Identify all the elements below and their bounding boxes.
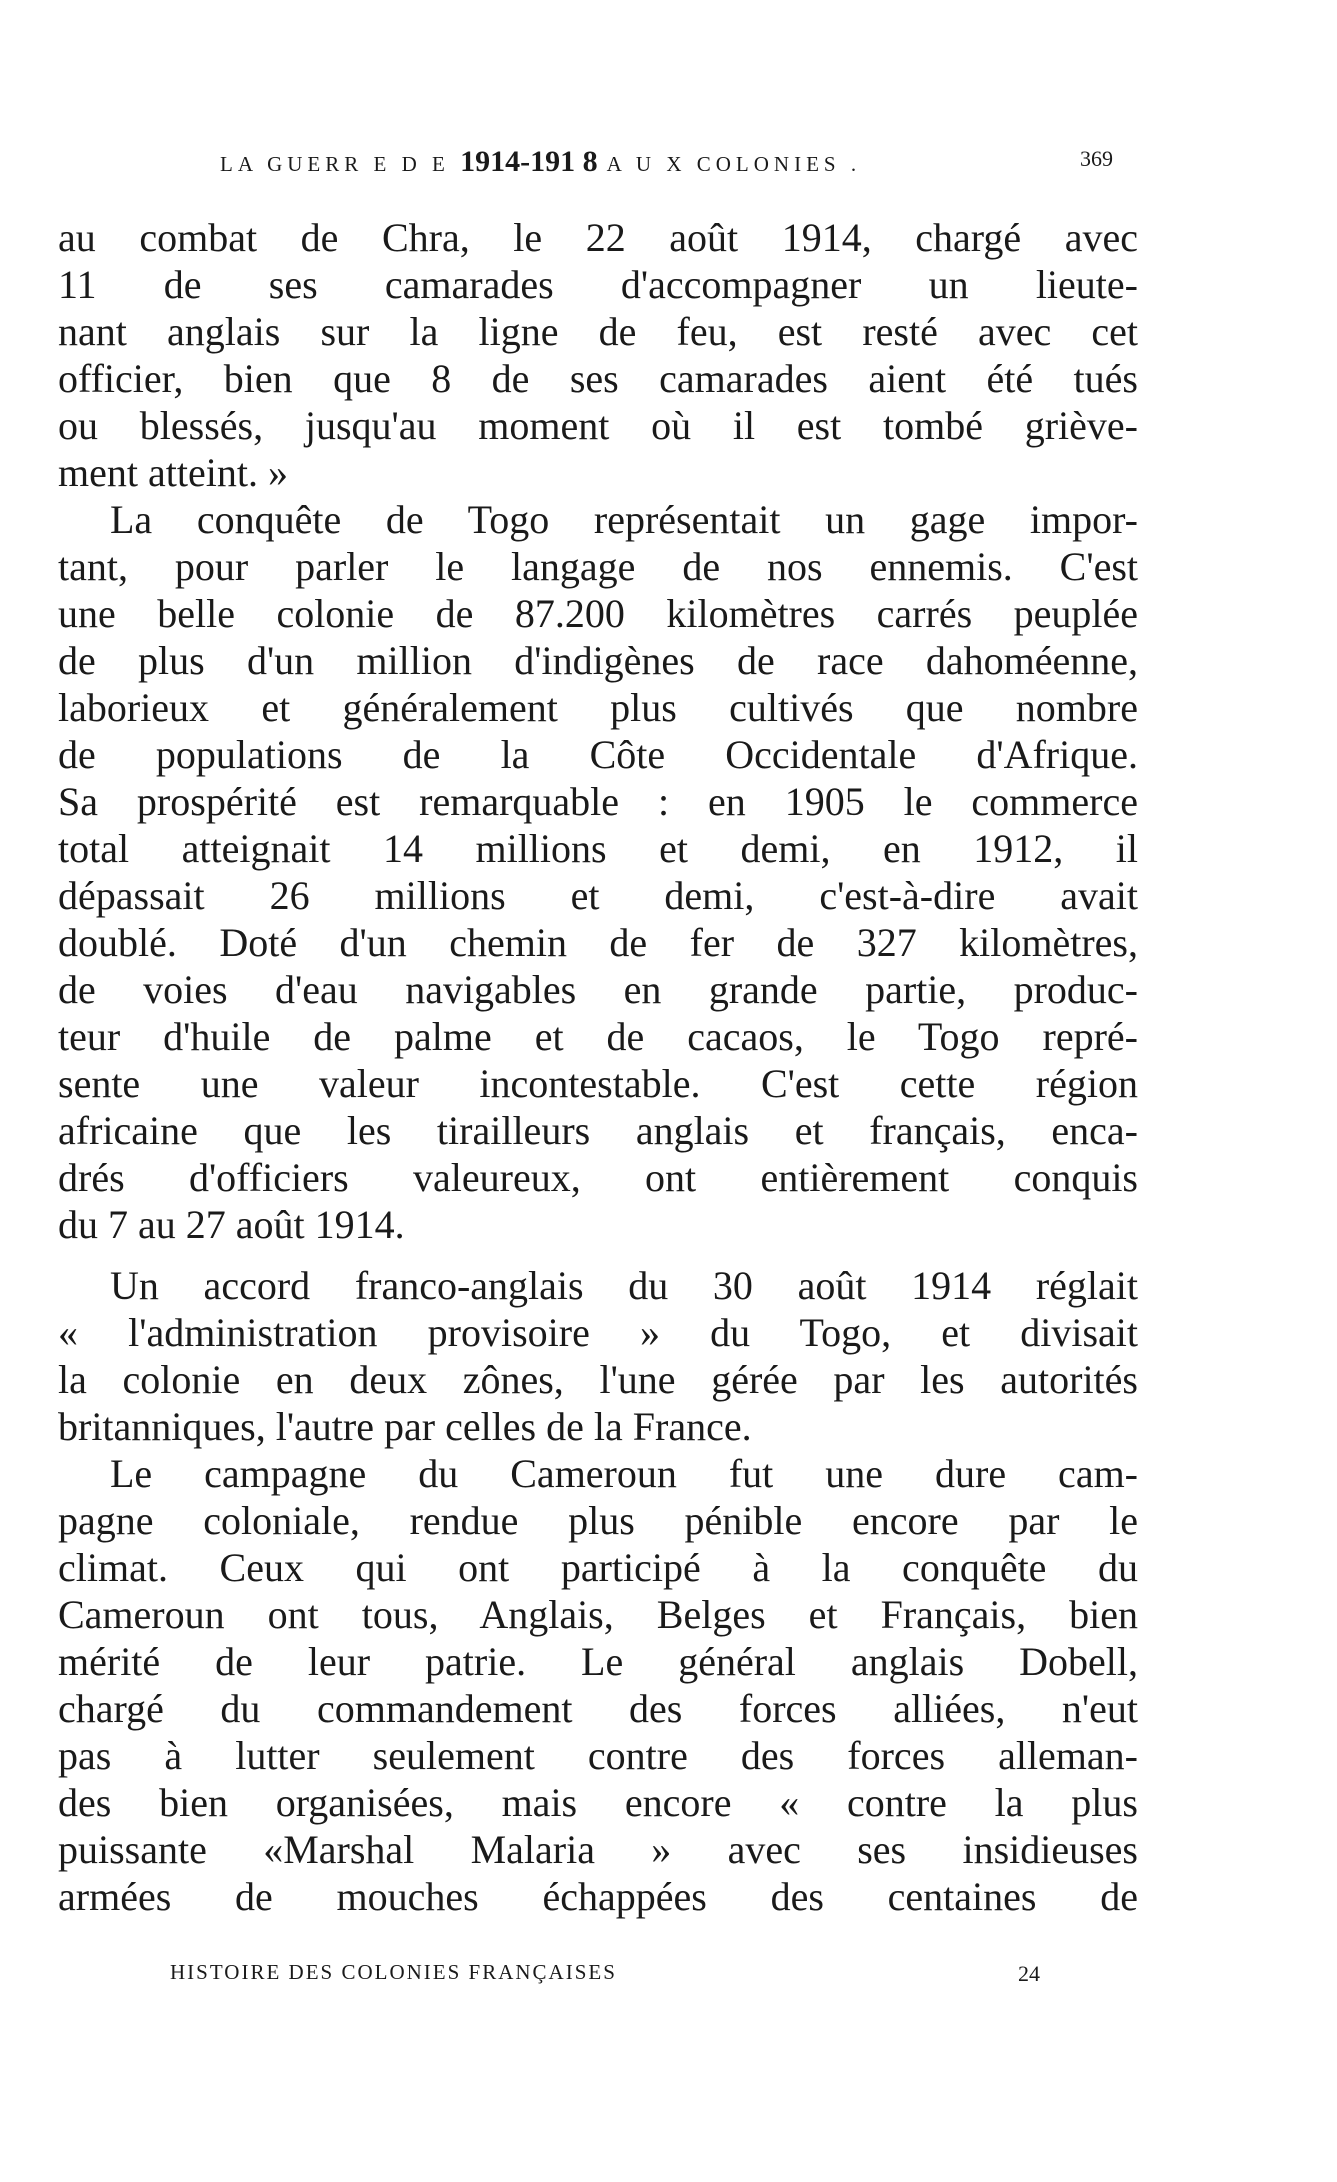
text-line: puissante «Marshal Malaria » avec ses insidieuses bbox=[58, 1827, 1138, 1872]
text-line: africaine que les tirailleurs anglais et français, enca- bbox=[58, 1108, 1138, 1153]
footer-book-title: HISTOIRE DES COLONIES FRANÇAISES bbox=[170, 1960, 617, 1984]
text-line: Sa prospérité est remarquable : en 1905 le commerce bbox=[58, 779, 1138, 824]
text-line: tant, pour parler le langage de nos ennemis. C'est bbox=[58, 544, 1138, 589]
text-line: de voies d'eau navigables en grande partie, produc- bbox=[58, 967, 1138, 1012]
text-line: climat. Ceux qui ont participé à la conquête du bbox=[58, 1545, 1138, 1590]
text-line: doublé. Doté d'un chemin de fer de 327 kilomètres, bbox=[58, 920, 1138, 965]
text-line: chargé du commandement des forces alliées, n'eut bbox=[58, 1686, 1138, 1731]
page-number: 369 bbox=[1080, 146, 1113, 171]
text-line: de populations de la Côte Occidentale d'Afrique. bbox=[58, 732, 1138, 777]
text-line: sente une valeur incontestable. C'est cette région bbox=[58, 1061, 1138, 1106]
text-line: pagne coloniale, rendue plus pénible encore par le bbox=[58, 1498, 1138, 1543]
text-line: de plus d'un million d'indigènes de race dahoméenne, bbox=[58, 638, 1138, 683]
text-line: britanniques, l'autre par celles de la France. bbox=[58, 1404, 752, 1449]
text-line: une belle colonie de 87.200 kilomètres carrés peuplée bbox=[58, 591, 1138, 636]
text-line: ou blessés, jusqu'au moment où il est tombé grièvе- bbox=[58, 403, 1138, 448]
text-line: au combat de Chra, le 22 août 1914, chargé avec bbox=[58, 215, 1138, 260]
text-line: total atteignait 14 millions et demi, en 1912, il bbox=[58, 826, 1138, 871]
text-line: teur d'huile de palme et de cacaos, le Togo repré- bbox=[58, 1014, 1138, 1059]
text-line: Cameroun ont tous, Anglais, Belges et Français, bien bbox=[58, 1592, 1138, 1637]
text-line: officier, bien que 8 de ses camarades aient été tués bbox=[58, 356, 1138, 401]
text-line: La conquête de Togo représentait un gage impor- bbox=[110, 497, 1138, 542]
text-line: mérité de leur patrie. Le général anglais Dobell, bbox=[58, 1639, 1138, 1684]
text-line: laborieux et généralement plus cultivés que nombre bbox=[58, 685, 1138, 730]
running-head-years: 1914-191 8 bbox=[460, 145, 598, 178]
text-line: Le campagne du Cameroun fut une dure cam- bbox=[110, 1451, 1138, 1496]
text-line: armées de mouches échappées des centaines de bbox=[58, 1874, 1138, 1919]
text-line: nant anglais sur la ligne de feu, est resté avec cet bbox=[58, 309, 1138, 354]
running-head bbox=[220, 145, 1120, 179]
running-head-text-2: A U X COLONIES . bbox=[597, 152, 862, 176]
text-line: pas à lutter seulement contre des forces alleman- bbox=[58, 1733, 1138, 1778]
paragraph-gap bbox=[58, 1248, 1138, 1262]
text-line: dépassait 26 millions et demi, c'est-à-dire avait bbox=[58, 873, 1138, 918]
running-head-text-1: LA GUERR E D E bbox=[220, 152, 461, 176]
text-line: Un accord franco-anglais du 30 août 1914 réglait bbox=[110, 1263, 1138, 1308]
text-line: drés d'officiers valeureux, ont entièrement conquis bbox=[58, 1155, 1138, 1200]
body-text bbox=[58, 214, 1138, 1920]
text-line: « l'administration provisoire » du Togo, et divisait bbox=[58, 1310, 1138, 1355]
text-line: la colonie en deux zônes, l'une gérée par les autorités bbox=[58, 1357, 1138, 1402]
text-line: des bien organisées, mais encore « contre la plus bbox=[58, 1780, 1138, 1825]
text-line: du 7 au 27 août 1914. bbox=[58, 1202, 405, 1247]
footer-signature-number: 24 bbox=[1018, 1961, 1040, 1986]
text-line: ment atteint. » bbox=[58, 450, 288, 495]
text-line: 11 de ses camarades d'accompagner un lieute- bbox=[58, 262, 1138, 307]
